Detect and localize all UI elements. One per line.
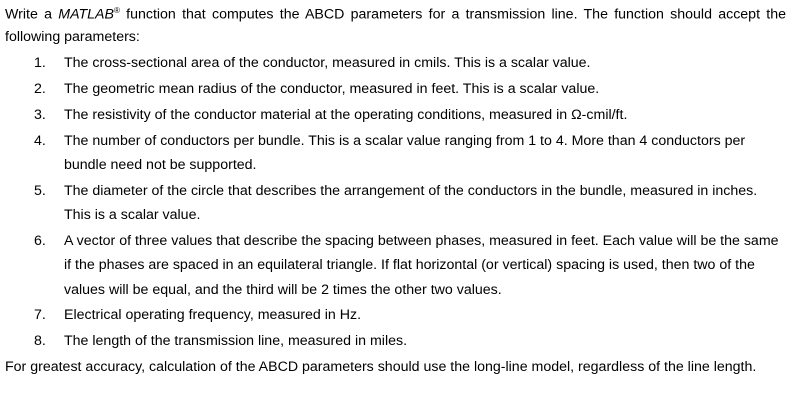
list-item-number: 3. [34, 106, 46, 123]
list-item-number: 2. [34, 80, 46, 97]
intro-paragraph [5, 0, 786, 48]
list-item [5, 77, 786, 102]
list-item-text: The length of the transmission line, measured in miles. [64, 333, 408, 350]
list-item [5, 103, 786, 128]
list-item-text: The number of conductors per bundle. This is a scalar value ranging from 1 to 4. More than 4 conductors per bundle need not be supported. [64, 132, 746, 174]
list-item [5, 303, 786, 328]
matlab-product-name: MATLAB [58, 6, 114, 23]
list-item-number: 7. [34, 307, 46, 324]
list-item-number: 1. [34, 54, 46, 71]
registered-mark: ® [113, 6, 120, 15]
list-item [5, 129, 786, 178]
parameter-list [5, 51, 786, 355]
intro-post: function that computes the ABCD parameters for a transmission line. The function should accept the following parameters: [5, 6, 786, 45]
list-item-text: The resistivity of the conductor material at the operating conditions, measured in Ω-cmil/ft. [64, 106, 628, 123]
list-item [5, 179, 786, 228]
list-item-number: 6. [34, 232, 46, 249]
list-item-text: A vector of three values that describe the spacing between phases, measured in feet. Each value will be the same if the phases are spaced in an equilateral triangle. If flat horizontal (or vertical) spacing is used, then two of the values will be equal, and the third will be 2 times the other two values. [64, 232, 779, 298]
list-item-text: Electrical operating frequency, measured in Hz. [64, 307, 362, 324]
list-item-number: 5. [34, 182, 46, 199]
list-item [5, 51, 786, 76]
list-item [5, 229, 786, 303]
closing-paragraph: For greatest accuracy, calculation of the ABCD parameters should use the long-line model, regardless of the line length. [5, 359, 757, 376]
list-item-number: 4. [34, 132, 46, 149]
list-item-number: 8. [34, 333, 46, 350]
list-item [5, 329, 786, 354]
list-item-text: The cross-sectional area of the conductor, measured in cmils. This is a scalar value. [64, 54, 591, 71]
document-body [5, 0, 786, 378]
list-item-text: The diameter of the circle that describes the arrangement of the conductors in the bundle, measured in inches. This is a scalar value. [64, 182, 758, 224]
intro-pre: Write a [5, 6, 59, 23]
list-item-text: The geometric mean radius of the conductor, measured in feet. This is a scalar value. [64, 80, 600, 97]
